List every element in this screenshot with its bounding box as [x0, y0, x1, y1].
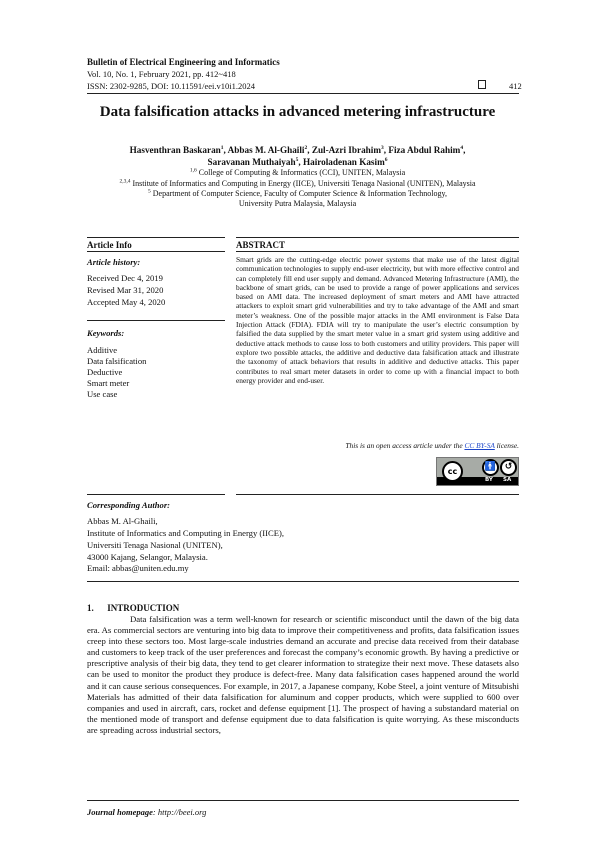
corresponding-address: 43000 Kajang, Selangor, Malaysia.: [87, 552, 208, 562]
article-info-bottom-rule: [87, 494, 225, 495]
page-icon: [478, 80, 486, 89]
affiliation: [60, 168, 535, 177]
affiliation-text: Department of Computer Science, Faculty of Computer Science & Information Technology,: [152, 189, 447, 198]
keyword-item: Use case: [87, 389, 118, 399]
keyword-item: Data falsification: [87, 356, 147, 366]
affiliation-text: College of Computing & Informatics (CCI), UNITEN, Malaysia: [198, 168, 406, 177]
history-revised: Revised Mar 31, 2020: [87, 285, 164, 295]
author-name: Hairoladenan Kasim: [302, 157, 385, 167]
footer: [87, 807, 206, 817]
section-title: INTRODUCTION: [107, 603, 180, 613]
keyword-item: Smart meter: [87, 378, 130, 388]
affiliation-sup: 2,3,4: [119, 178, 131, 185]
affiliation-sup: 5: [148, 188, 151, 195]
author-sup: 2: [304, 144, 308, 151]
author-sup: 6: [384, 156, 388, 163]
author-name: Zul-Azri Ibrahim: [311, 145, 381, 155]
abstract-text: Smart grids are the cutting-edge electric power systems that make use of the latest digital communication technologies to supply end-user electricity, but with more effective control and can completely fill end user supply and demand. Advanced Metering Infrastructure (AMI), the backbone of smart grids, can be used to provide a range of power applications and services based on AMI data. The increased deployment of smart meters and AMI have attracted attackers to exploit smart grid vulnerabilities and try to take advantage of the AMI and smart meter’s weakness. One of the possible major attacks in the AMI environment is False Data Injection Attack (FDIA). FDIA will try to manipulate the user’s electric consumption by falsified the data supplied by the smart meter value in a smart grid system using additive and deductive attack methods to cause loss to both customers and utility providers. This paper will explore two possible attacks, the additive and deductive data falsification attack and illustrate the taxonomy of attack behaviors that results in additive and deductive attacks. This paper contributes to real smart meter datasets in order to come up with a financial impact to both energy provider and end-user.: [236, 255, 519, 385]
footer-rule: [87, 800, 519, 801]
abstract-bottom-rule: [236, 494, 519, 495]
article-info-top-rule: [87, 237, 225, 238]
badge-sa-label: SA: [503, 477, 512, 483]
introduction-body: [87, 614, 519, 736]
issue-info: Vol. 10, No. 1, February 2021, pp. 412~418: [87, 69, 236, 79]
journal-name: Bulletin of Electrical Engineering and Informatics: [87, 57, 280, 67]
affiliation: [60, 179, 535, 188]
author-sup: 5: [295, 156, 299, 163]
license-prefix: This is an open access article under the: [345, 441, 465, 450]
abstract-heading: ABSTRACT: [236, 240, 286, 250]
abstract-top-rule: [236, 237, 519, 238]
badge-by-label: BY: [485, 477, 493, 483]
introduction-paragraph: Data falsification was a term well-known for research or scientific misconduct until the dawn of the big data era. As commercial sectors are venturing into big data to improve their competitiveness and profits, data falsification issues creep into these sectors too. Most large-scale industries demand an accurate and precise data received from their database and customers to keep track of the user preferences and forecast the company’s economic growth. By having a predictive or prescriptive analysis of their big data, they tend to get clearer information to strategize their next move. These datasets also can be used to monitor the product they produce is defect-free. Many data falsification cases happened around the world and it can cause serious consequences. For example, in 2017, a Japanese company, Kobe Steel, a joint venture of Mitsubishi Materials has admitted of their data falsification for aluminum and copper products, which were supplied to 600 over companies and used in aircraft, cars, rocket and defense equipment [1]. The prospect of having a substandard material on the mentioned mode of transport and defense equipment due to data falsification is quite worrying. As these misconducts are spreading across industrial sectors,: [87, 614, 519, 735]
affiliation: [60, 199, 535, 208]
author-name: Abbas M. Al-Ghaili: [227, 145, 305, 155]
corresponding-name: Abbas M. Al-Ghaili,: [87, 516, 158, 526]
footer-url[interactable]: : http://beei.org: [152, 807, 207, 817]
footer-label: Journal homepage: [87, 807, 153, 817]
author-name: Hasventhran Baskaran: [129, 145, 221, 155]
section-heading-introduction: [87, 603, 179, 613]
author-sup: 3: [380, 144, 384, 151]
page-number: 412: [509, 81, 522, 91]
abstract-under-rule: [236, 251, 519, 252]
affiliation-sup: 1,6: [189, 167, 197, 174]
history-heading: Article history:: [87, 257, 141, 267]
keyword-item: Deductive: [87, 367, 123, 377]
corresponding-bottom-rule: [87, 581, 519, 582]
affiliation: [60, 189, 535, 198]
corresponding-university: Universiti Tenaga Nasional (UNITEN),: [87, 540, 223, 550]
author-sup: 4: [460, 144, 464, 151]
cc-icon: cc: [442, 461, 463, 482]
keywords-rule: [87, 320, 225, 321]
sa-share-icon: ↺: [500, 459, 517, 476]
keyword-item: Additive: [87, 345, 118, 355]
affiliation-text: Institute of Informatics and Computing in Energy (IICE), Universiti Tenaga Nasional (UNITEN), Malaysia: [132, 179, 476, 188]
by-person-icon: 🚹: [482, 459, 499, 476]
keywords-heading: Keywords:: [87, 328, 125, 338]
article-info-heading: Article Info: [87, 240, 132, 250]
article-info-under-rule: [87, 251, 225, 252]
license-suffix: license.: [494, 441, 519, 450]
history-received: Received Dec 4, 2019: [87, 273, 163, 283]
cc-license-badge[interactable]: [436, 457, 519, 486]
authors-line-2: Saravanan Muthaiyah$^5$, Hairoladenan Kasim$^6$: [207, 156, 388, 167]
authors-line-1: Hasventhran Baskaran$^1$, Abbas M. Al-Ghaili$^2$, Zul-Azri Ibrahim$^3$, Fiza Abdul Rahim$^4$,: [129, 144, 466, 155]
corresponding-heading: Corresponding Author:: [87, 500, 171, 510]
history-accepted: Accepted May 4, 2020: [87, 297, 166, 307]
header-rule: [87, 93, 519, 94]
issn-doi: ISSN: 2302-9285, DOI: 10.11591/eei.v10i1.2024: [87, 81, 256, 91]
author-sup: 1: [220, 144, 224, 151]
section-number: 1.: [87, 603, 94, 613]
affiliation-text: University Putra Malaysia, Malaysia: [238, 199, 357, 208]
license-statement: [236, 441, 519, 450]
paper-title: Data falsification attacks in advanced metering infrastructure: [99, 104, 496, 120]
corresponding-institute: Institute of Informatics and Computing in Energy (IICE),: [87, 528, 284, 538]
author-name: Fiza Abdul Rahim: [388, 145, 461, 155]
author-name: Saravanan Muthaiyah: [207, 157, 296, 167]
license-link[interactable]: CC BY-SA: [464, 441, 495, 450]
corresponding-email: Email: abbas@uniten.edu.my: [87, 563, 189, 573]
